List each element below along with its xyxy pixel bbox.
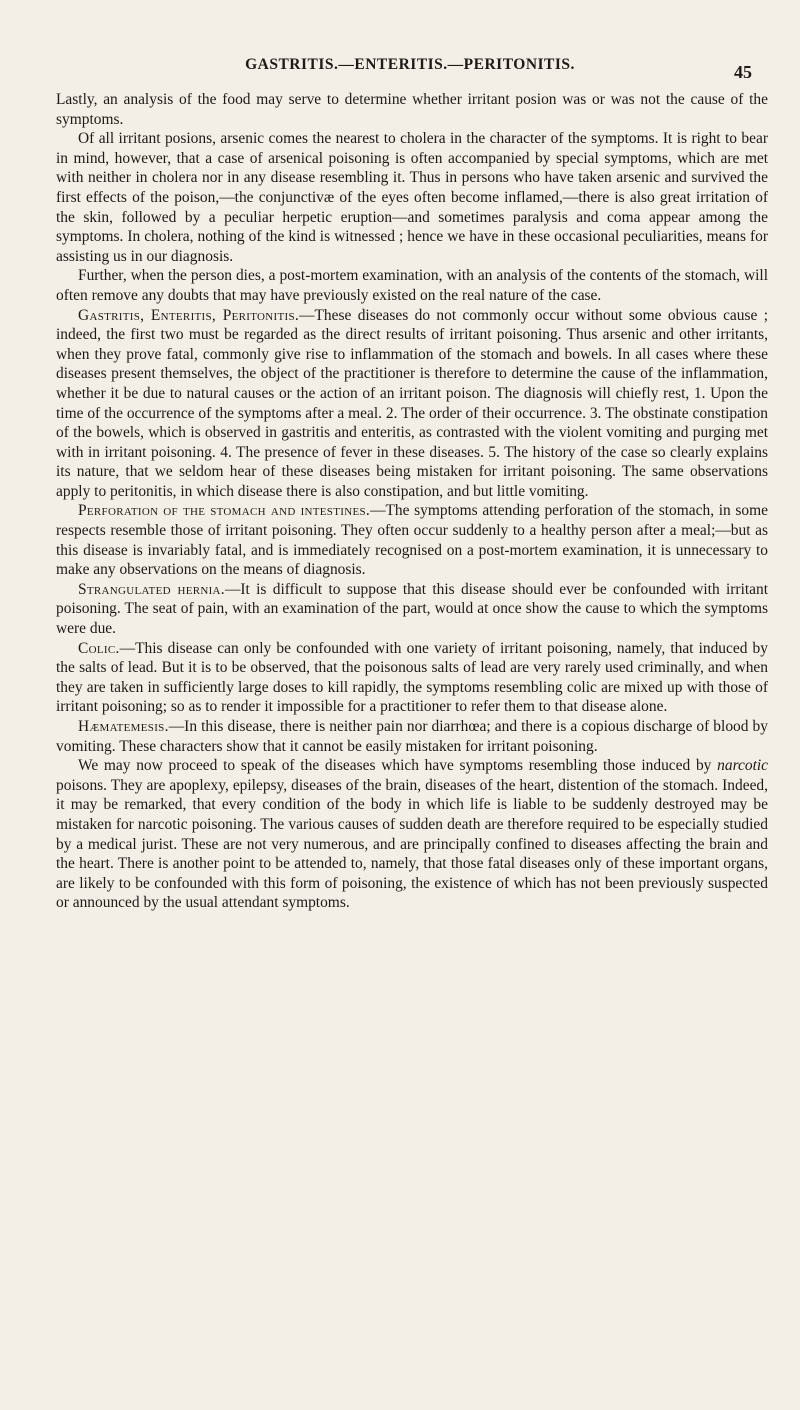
section-lead-haematemesis: Hæmatemesis. — [78, 718, 169, 735]
paragraph-perforation — [56, 501, 768, 579]
paragraph-arsenic-vs-cholera — [56, 129, 768, 266]
emphasis-narcotic: narcotic — [717, 757, 768, 775]
paragraph-text: Of all irritant posions, arsenic comes the nearest to cholera in the character of the symptoms. It is right to bear in mind, however, that a case of arsenical poisoning is often accompanied by special symptoms, which are met with neither in cholera nor in any disease resembling it. Thus in persons who have taken arsenic and survived the first effects of the poison,—the conjunctivæ of the eyes often become inflamed,—there is also great irritation of the skin, followed by a peculiar herpetic eruption—and sometimes paralysis and coma appear among the symptoms. In cholera, nothing of the kind is witnessed ; hence we have in these occasional peculiarities, means for assisting us in our diagnosis. — [56, 130, 768, 265]
paragraph-text: —In this disease, there is neither pain nor diarrhœa; and there is a copious discharge of blood by vomiting. These characters show that it cannot be easily mistaken for irritant poisoning. — [56, 718, 768, 755]
paragraph-text: —These diseases do not commonly occur without some obvious cause ; indeed, the first two must be regarded as the direct results of irritant poisoning. Thus arsenic and other irritants, when they prove fatal, commonly give rise to inflammation of the stomach and bowels. In all cases where these diseases present themselves, the object of the practitioner is therefore to determine the cause of the inflammation, whether it be due to natural causes or the action of an irritant poison. The diagnosis will chiefly rest, 1. Upon the time of the occurrence of the symptoms after a meal. 2. The order of their occurrence. 3. The obstinate constipation of the bowels, which is observed in gastritis and enteritis, as contrasted with the violent vomiting and purging met with in irritant poisoning. 4. The presence of fever in these diseases. 5. The history of the case so clearly explains its nature, that we seldom hear of these diseases being mistaken for irritant poisoning. The same observations apply to peritonitis, in which disease there is also constipation, and but little vomiting. — [56, 306, 768, 500]
paragraph-gastritis — [56, 306, 768, 502]
paragraph-haematemesis — [56, 717, 768, 756]
paragraph-narcotic-poisons — [56, 756, 768, 913]
section-lead-gastritis: Gastritis, Enteritis, Peritonitis. — [78, 306, 300, 324]
paragraph-text: —The symptoms attending perforation of the stomach, in some respects resemble those of irritant poisoning. They often occur suddenly to a healthy person after a meal;—but as this disease is invariably fatal, and is immediately recognised on a post-mortem examination, it is unnecessary to make any observations on the means of diagnosis. — [56, 502, 769, 579]
paragraph-text: Lastly, an analysis of the food may serve to determine whether irritant posion was or was not the cause of the symptoms. — [56, 91, 768, 128]
page-number: 45 — [734, 62, 752, 82]
paragraph-strangulated-hernia — [56, 580, 768, 639]
paragraph-text: We may now proceed to speak of the diseases which have symptoms resembling those induced by — [78, 757, 718, 775]
section-lead-colic: Colic. — [78, 639, 120, 657]
running-title: GASTRITIS.—ENTERITIS.—PERITONITIS. — [245, 56, 575, 73]
paragraph-text: poisons. They are apoplexy, epilepsy, diseases of the brain, diseases of the heart, distention of the stomach. Indeed, it may be remarked, that every condition of the body in which life is liable to be suddenly destroyed may be mistaken for narcotic poisoning. The various causes of sudden death are therefore required to be especially studied by a medical jurist. These are not very numerous, and are principally confined to diseases affecting the brain and the heart. There is another point to be attended to, namely, that those fatal diseases only of these important organs, are likely to be confounded with this form of poisoning, the existence of which has not been previously suspected or announced by the usual attendant symptoms. — [56, 776, 768, 912]
paragraph-text: —It is difficult to suppose that this disease should ever be confounded with irritant poisoning. The seat of pain, with an examination of the part, would at once show the cause to which the symptoms were due. — [56, 580, 769, 638]
body-text — [56, 90, 768, 913]
paragraph-text: Further, when the person dies, a post-mortem examination, with an analysis of the contents of the stomach, will often remove any doubts that may have previously existed on the real nature of the case. — [56, 267, 768, 304]
paragraph-text: —This disease can only be confounded with one variety of irritant poisoning, namely, that induced by the salts of lead. But it is to be observed, that the poisonous salts of lead are very rarely used criminally, and when they are taken in sufficiently large doses to kill rapidly, the symptoms resembling colic are mixed up with those of irritant poisoning; so as to render it impossible for a practitioner to refer them to that disease alone. — [56, 639, 768, 716]
section-lead-hernia: Strangulated hernia. — [78, 580, 225, 598]
paragraph-analysis-of-food — [56, 90, 768, 129]
paragraph-colic — [56, 639, 768, 717]
paragraph-post-mortem — [56, 266, 768, 305]
section-lead-perforation: Perforation of the stomach and intestines. — [78, 502, 371, 520]
